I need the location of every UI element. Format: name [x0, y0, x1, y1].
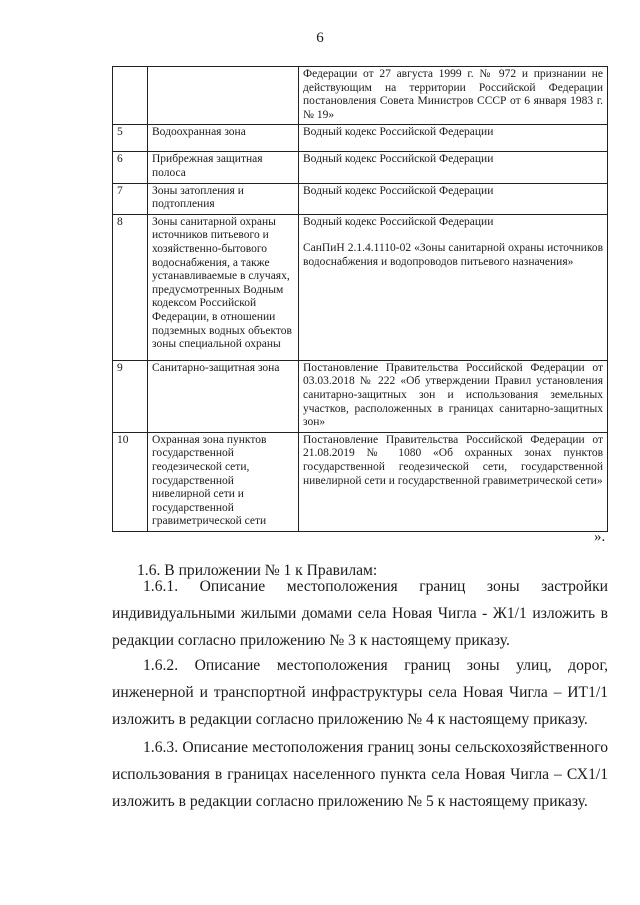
table-row	[113, 360, 608, 432]
law-reference	[299, 432, 608, 531]
row-number	[113, 67, 148, 125]
law-text: Федерации от 27 августа 1999 г. № 972 и признании не действующим на территории Российской Федерации постановления Совета Министров СССР от 6 января 1983 г. № 19»	[303, 68, 603, 121]
table-row	[113, 432, 608, 531]
law-reference	[299, 67, 608, 125]
table-row	[113, 183, 608, 214]
law-reference	[299, 214, 608, 360]
zone-name: Водоохранная зона	[148, 125, 299, 152]
row-number: 7	[113, 183, 148, 214]
page-number: 6	[316, 30, 324, 46]
zone-name: Прибрежная защитная полоса	[148, 152, 299, 183]
law-reference	[299, 152, 608, 183]
law-text: СанПиН 2.1.4.1110-02 «Зоны санитарной охраны источников водоснабжения и водопроводов питьевого назначения»	[303, 242, 603, 268]
law-text: Постановление Правительства Российской Федерации от 03.03.2018 № 222 «Об утверждении Правил установления санитарно-защитных зон и использования земельных участков, расположенных в границах санитарно-защитных зон»	[303, 361, 603, 429]
paragraph-1-6-3: 1.6.3. Описание местоположения границ зоны сельскохозяйственного использования в границах населенного пункта села Новая Чигла – СХ1/1 изложить в редакции согласно приложению № 5 к настоящему приказу.	[112, 739, 608, 810]
law-text: Постановление Правительства Российской Федерации от 21.08.2019 № 1080 «Об охранных зонах пунктов государственной геодезической сети, государственной нивелирной сети и государственной гравиметрической сети»	[303, 433, 603, 487]
law-text: Водный кодекс Российской Федерации	[303, 126, 494, 139]
law-text: Водный кодекс Российской Федерации	[303, 215, 494, 228]
law-spacer	[303, 229, 603, 242]
zones-table	[112, 66, 608, 532]
row-number: 9	[113, 360, 148, 432]
zone-name: Зоны санитарной охраны источников питьевого и хозяйственно-бытового водоснабжения, а также устанавливаемые в случаях, предусмотренных Водным кодексом Российской Федерации, в отношении подземных водных объектов зоны специальной охраны	[148, 214, 299, 360]
zone-name: Охранная зона пунктов государственной геодезической сети, государственной нивелирной сети и государственной гравиметрической сети	[148, 432, 299, 531]
law-reference	[299, 360, 608, 432]
row-number: 6	[113, 152, 148, 183]
row-number: 10	[113, 432, 148, 531]
table-row	[113, 214, 608, 360]
law-reference	[299, 125, 608, 152]
table-row	[113, 152, 608, 183]
table-row	[113, 125, 608, 152]
closing-quote: ».	[594, 529, 606, 545]
paragraph-1-6-2: 1.6.2. Описание местоположения границ зоны улиц, дорог, инженерной и транспортной инфраструктуры села Новая Чигла – ИТ1/1 изложить в редакции согласно приложению № 4 к настоящему приказу.	[112, 657, 608, 728]
section-heading: 1.6. В приложении № 1 к Правилам:	[137, 562, 378, 579]
law-reference	[299, 183, 608, 214]
law-text: Водный кодекс Российской Федерации	[303, 153, 494, 166]
zone-name: Зоны затопления и подтопления	[148, 183, 299, 214]
law-text: Водный кодекс Российской Федерации	[303, 184, 494, 197]
row-number: 5	[113, 125, 148, 152]
table-row	[113, 67, 608, 125]
row-number: 8	[113, 214, 148, 360]
paragraph-1-6-1: 1.6.1. Описание местоположения границ зоны застройки индивидуальными жилыми домами села Новая Чигла - Ж1/1 изложить в редакции согласно приложению № 3 к настоящему приказу.	[112, 578, 608, 649]
zone-name	[148, 67, 299, 125]
zone-name: Санитарно-защитная зона	[148, 360, 299, 432]
